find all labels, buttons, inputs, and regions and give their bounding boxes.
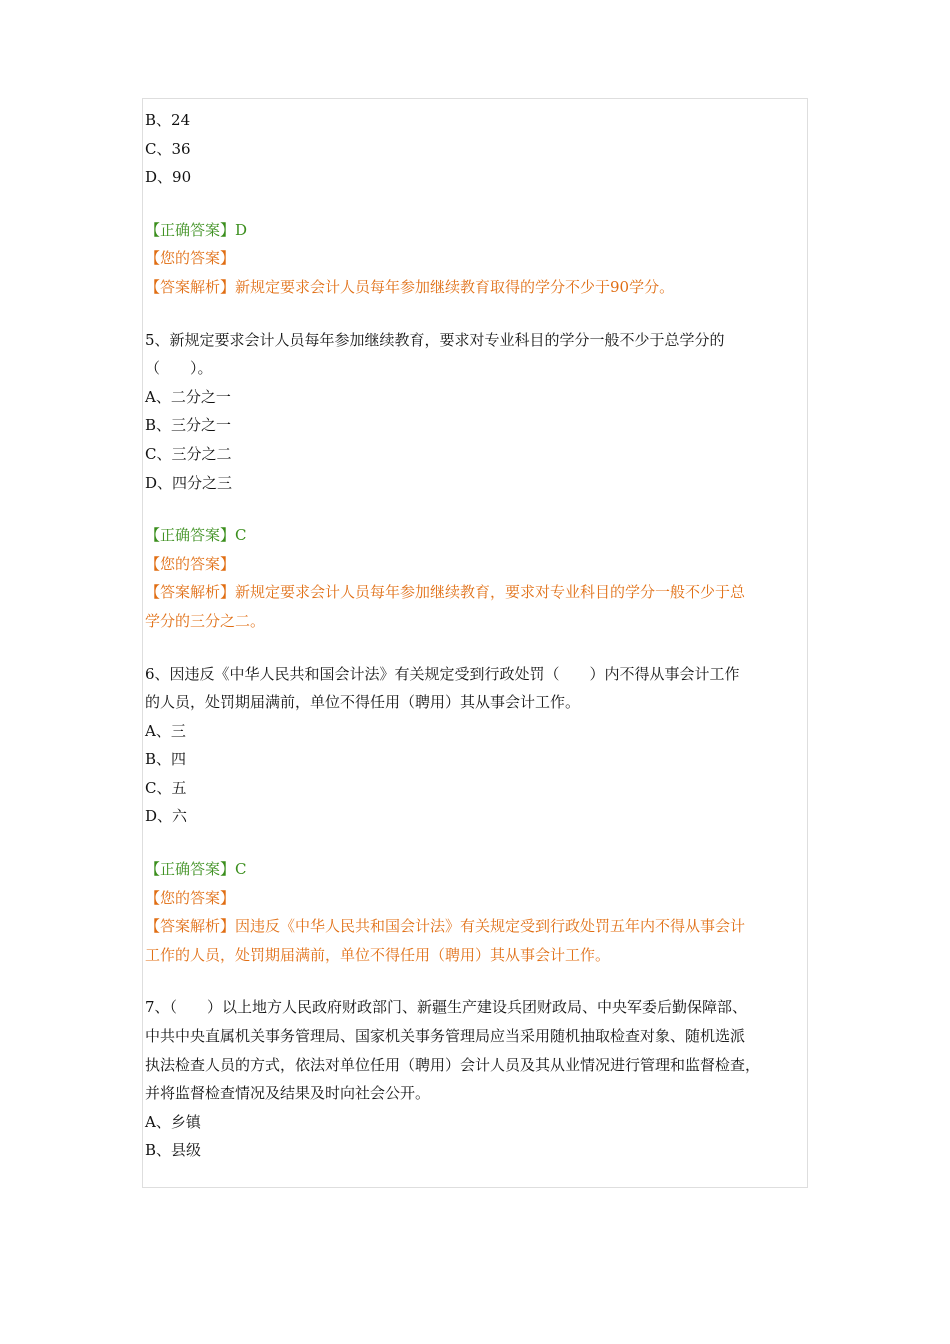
option-b: B、四 bbox=[145, 750, 187, 769]
answer-analysis-cont: 学分的三分之二。 bbox=[145, 611, 266, 630]
correct-answer-value: D bbox=[235, 220, 248, 239]
answer-analysis bbox=[145, 578, 810, 607]
question-stem-cont: 的人员，处罚期届满前，单位不得任用（聘用）其从事会计工作。 bbox=[145, 693, 581, 712]
answer-analysis bbox=[145, 273, 810, 302]
option-b: B、三分之一 bbox=[145, 416, 232, 435]
analysis-text: 因违反《中华人民共和国会计法》有关规定受到行政处罚五年内不得从事会计 bbox=[235, 917, 746, 936]
your-answer: 【您的答案】 bbox=[145, 249, 236, 268]
option-a: A、三 bbox=[145, 721, 186, 740]
correct-answer-label: 【正确答案】 bbox=[145, 220, 236, 239]
correct-answer bbox=[145, 855, 810, 884]
question-stem-cont: 中共中央直属机关事务管理局、国家机关事务管理局应当采用随机抽取检查对象、随机选派 bbox=[145, 1027, 746, 1046]
option-c: C、三分之二 bbox=[145, 444, 232, 463]
question-stem-cont: 执法检查人员的方式，依法对单位任用（聘用）会计人员及其从业情况进行管理和监督检查， bbox=[145, 1055, 761, 1074]
document-content bbox=[145, 106, 810, 1165]
correct-answer-label: 【正确答案】 bbox=[145, 526, 236, 545]
question-stem-cont: （ ）。 bbox=[145, 359, 213, 378]
correct-answer bbox=[145, 521, 810, 550]
option-b: B、县级 bbox=[145, 1141, 202, 1160]
option-d: D、四分之三 bbox=[145, 473, 233, 492]
question-stem: 6、因违反《中华人民共和国会计法》有关规定受到行政处罚（ ）内不得从事会计工作 bbox=[145, 664, 740, 683]
option-a: A、乡镇 bbox=[145, 1112, 201, 1131]
question-stem: 5、新规定要求会计人员每年参加继续教育，要求对专业科目的学分一般不少于总学分的 bbox=[145, 330, 725, 349]
analysis-text: 新规定要求会计人员每年参加继续教育，要求对专业科目的学分一般不少于总 bbox=[235, 583, 746, 602]
correct-answer-label: 【正确答案】 bbox=[145, 860, 236, 879]
option-c: C、五 bbox=[145, 778, 187, 797]
option-d: D、六 bbox=[145, 807, 188, 826]
question-stem: 7、（ ）以上地方人民政府财政部门、新疆生产建设兵团财政局、中央军委后勤保障部、 bbox=[145, 998, 748, 1017]
option-b: B、24 bbox=[145, 111, 191, 129]
answer-block-6 bbox=[145, 855, 810, 969]
option-c: C、36 bbox=[145, 139, 191, 158]
correct-answer bbox=[145, 216, 810, 245]
answer-block-4 bbox=[145, 216, 810, 302]
question-4 bbox=[145, 106, 810, 192]
question-5 bbox=[145, 326, 810, 498]
answer-analysis bbox=[145, 912, 810, 941]
your-answer: 【您的答案】 bbox=[145, 554, 236, 573]
analysis-label: 【答案解析】 bbox=[145, 277, 236, 296]
option-d: D、90 bbox=[145, 168, 192, 187]
question-6 bbox=[145, 660, 810, 832]
option-a: A、二分之一 bbox=[145, 387, 231, 406]
question-stem-cont: 并将监督检查情况及结果及时向社会公开。 bbox=[145, 1084, 431, 1103]
analysis-text: 新规定要求会计人员每年参加继续教育取得的学分不少于90学分。 bbox=[235, 277, 675, 296]
answer-analysis-cont: 工作的人员，处罚期届满前，单位不得任用（聘用）其从事会计工作。 bbox=[145, 945, 611, 964]
analysis-label: 【答案解析】 bbox=[145, 583, 236, 602]
correct-answer-value: C bbox=[235, 526, 247, 545]
correct-answer-value: C bbox=[235, 860, 247, 879]
answer-block-5 bbox=[145, 521, 810, 635]
your-answer: 【您的答案】 bbox=[145, 888, 236, 907]
question-7 bbox=[145, 993, 810, 1165]
analysis-label: 【答案解析】 bbox=[145, 917, 236, 936]
